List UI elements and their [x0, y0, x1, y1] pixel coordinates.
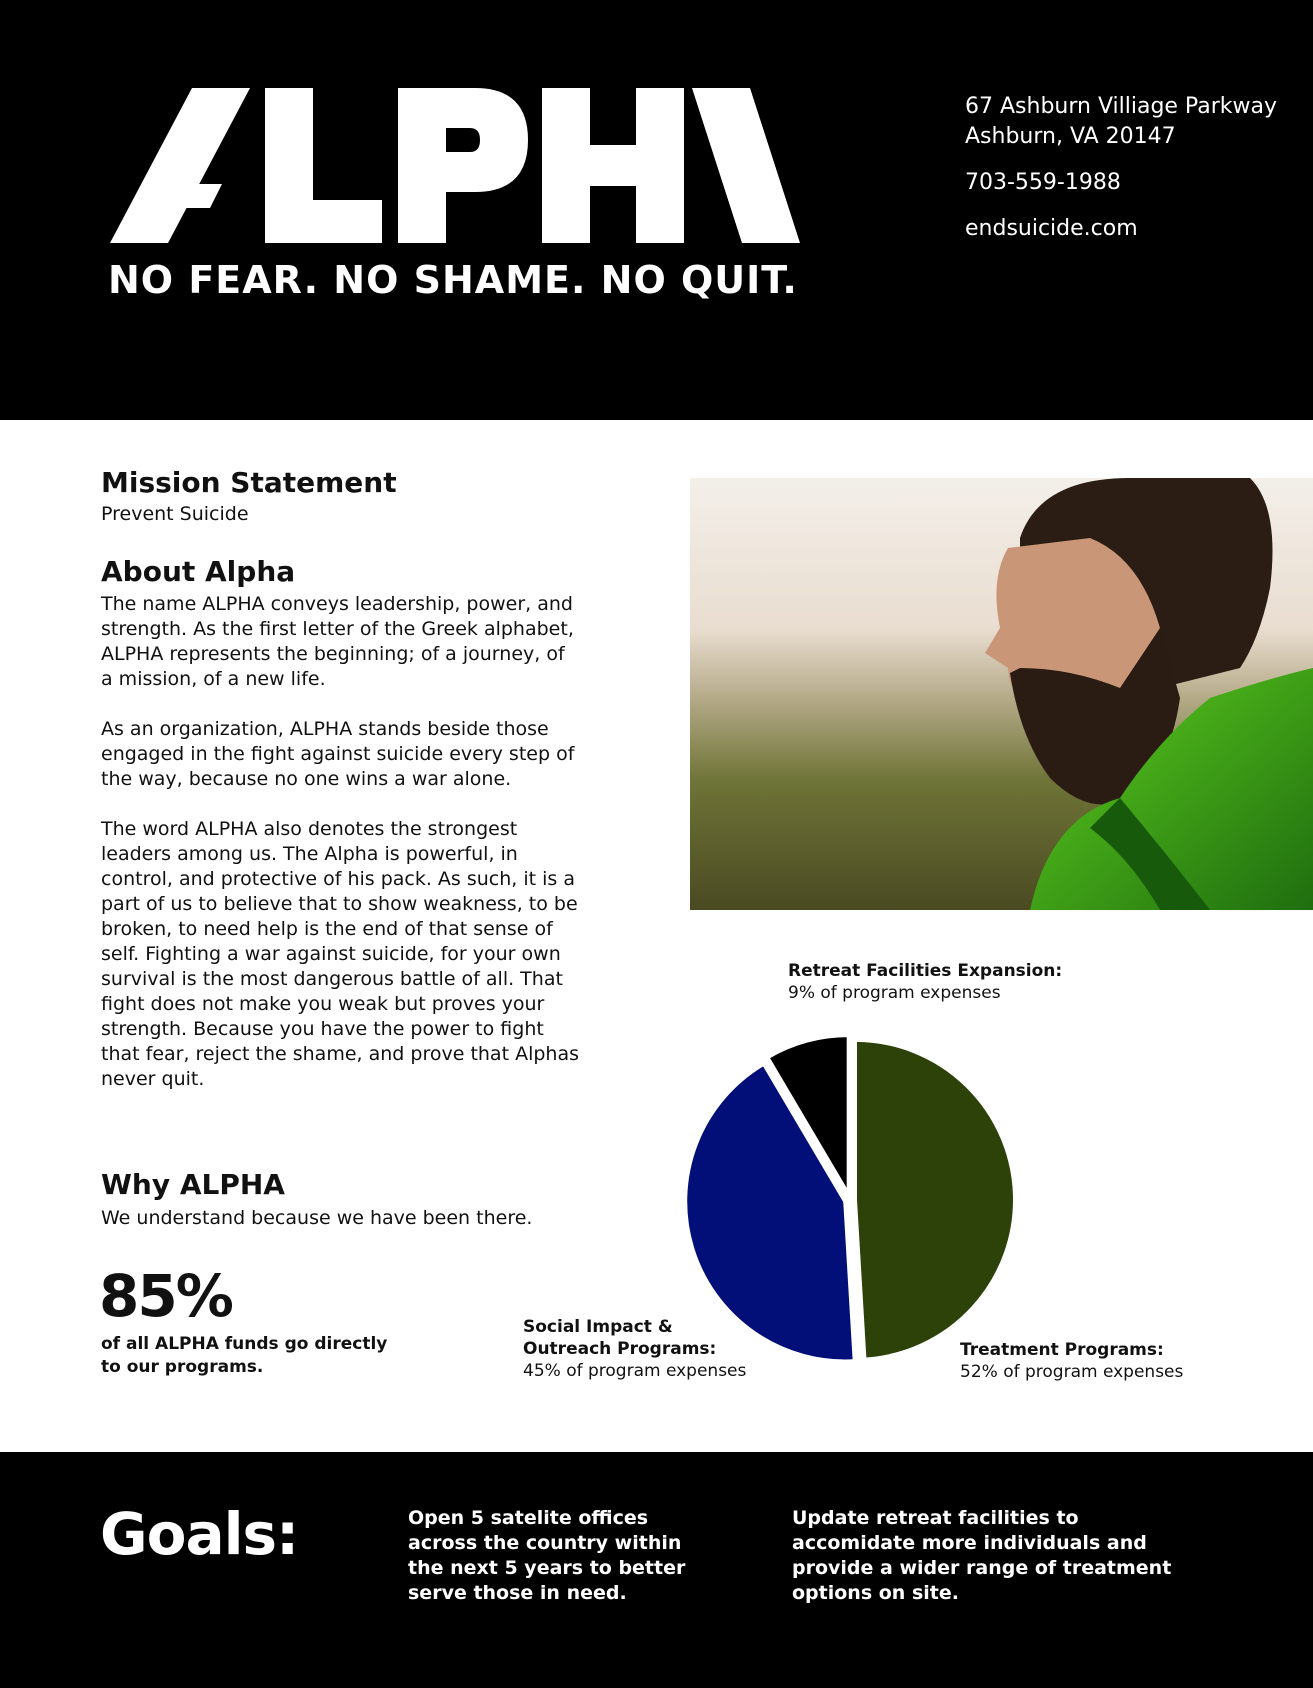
- pie-label-value: 52% of program expenses: [960, 1362, 1184, 1382]
- mission-title: Mission Statement: [101, 466, 397, 499]
- goal-item: Update retreat facilities to accomidate more individuals and provide a wider range of treatment options on site.: [792, 1507, 1172, 1604]
- alpha-logo: [110, 88, 800, 243]
- phone-number: 703-559-1988: [965, 170, 1121, 195]
- pie-label-title: Treatment Programs:: [960, 1340, 1164, 1360]
- about-paragraph: As an organization, ALPHA stands beside those engaged in the fight against suicide every step of the way, because no one wins a war alone.: [101, 718, 575, 790]
- about-body: [101, 592, 581, 1117]
- about-title: About Alpha: [101, 555, 296, 588]
- pie-label-title: Social Impact & Outreach Programs:: [523, 1317, 717, 1359]
- contact-info: [965, 92, 1277, 244]
- about-paragraph: The name ALPHA conveys leadership, power, and strength. As the first letter of the Greek alphabet, ALPHA represents the beginning; of a journey, of a mission, of a new life.: [101, 593, 574, 690]
- why-text: We understand because we have been there.: [101, 1207, 533, 1229]
- pie-label-title: Retreat Facilities Expansion:: [788, 961, 1063, 981]
- funds-percentage: 85%: [99, 1262, 232, 1330]
- goal-item: Open 5 satelite offices across the country within the next 5 years to better serve those in need.: [408, 1507, 686, 1604]
- pie-label-treatment: [960, 1339, 1183, 1383]
- why-title: Why ALPHA: [101, 1168, 285, 1201]
- website-link[interactable]: endsuicide.com: [965, 216, 1138, 241]
- funds-caption: of all ALPHA funds go directly to our programs.: [101, 1334, 388, 1377]
- mission-text: Prevent Suicide: [101, 503, 249, 525]
- pie-label-value: 9% of program expenses: [788, 983, 1001, 1003]
- address-line-1: 67 Ashburn Villiage Parkway: [965, 94, 1277, 119]
- pie-slice-treatment-programs: [855, 1040, 1015, 1360]
- pie-label-retreat: [788, 960, 1062, 1004]
- pie-label-social: [523, 1316, 746, 1382]
- tagline: NO FEAR. NO SHAME. NO QUIT.: [108, 258, 798, 302]
- about-paragraph: The word ALPHA also denotes the strongest leaders among us. The Alpha is powerful, in control, and protective of his pack. As such, it is a part of us to believe that to show weakness, to be broken, to need help is the end of that sense of self. Fighting a war against suicide, for your own survival is the most dangerous battle of all. That fight does not make you weak but proves your strength. Because you have the power to fight that fear, reject the shame, and prove that Alphas never quit.: [101, 818, 579, 1090]
- goals-title: Goals:: [100, 1500, 299, 1568]
- address-line-2: Ashburn, VA 20147: [965, 124, 1176, 149]
- pie-label-value: 45% of program expenses: [523, 1361, 747, 1381]
- bearded-man-photo: [690, 478, 1313, 910]
- goals-footer: [0, 1452, 1313, 1688]
- header: [0, 0, 1313, 420]
